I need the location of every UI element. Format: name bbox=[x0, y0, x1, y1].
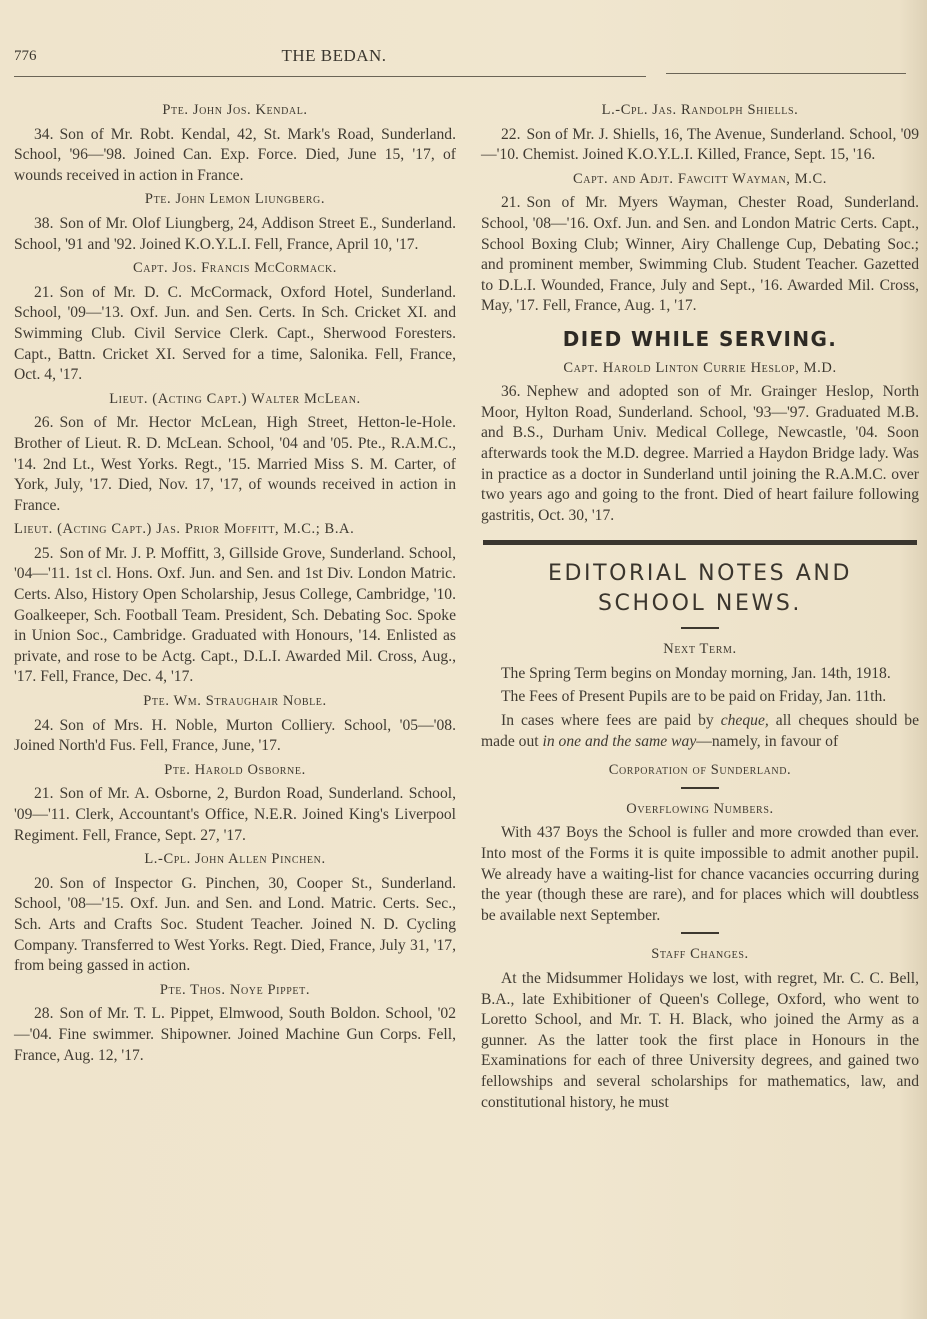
entry-age: 28. bbox=[34, 1005, 54, 1023]
page-header bbox=[14, 40, 906, 70]
obituary-entry bbox=[481, 169, 919, 317]
entry-age: 34. bbox=[34, 125, 54, 143]
entry-name: L.-Cpl. John Allen Pinchen. bbox=[144, 851, 326, 868]
obituary-entry bbox=[14, 691, 456, 757]
entry-text: Son of Mr. Olof Liungberg, 24, Addison Street E., Sunderland. School, '91 and '92. Joined K.O.Y.L.I. Fell, France, April 10, '17. bbox=[14, 214, 456, 253]
page-number: 776 bbox=[14, 48, 37, 64]
entry-text: Nephew and adopted son of Mr. Grainger Heslop, North Moor, Hylton Road, Sunderland. School, '93—'97. Graduated M.B. and B.S., Durham Univ. Medical College, Newcastle, '04. Soon afterwards took the M.D. degree. Married a Haydon Bridge lady. Was in practice as a doctor in Sunderland until joining the R.A.M.C. over two years ago and going to the front. Died of heart failure following gastritis, Oct. 30, '17. bbox=[481, 383, 919, 524]
short-divider bbox=[681, 787, 719, 789]
obituary-entry bbox=[14, 980, 456, 1066]
short-divider bbox=[681, 932, 719, 934]
entry-name: Pte. Wm. Straughair Noble. bbox=[143, 693, 327, 710]
editorial-title-line: EDITORIAL NOTES AND bbox=[547, 561, 853, 587]
entry-name: Pte. John Lemon Liungberg. bbox=[144, 191, 326, 208]
right-column bbox=[481, 98, 919, 1116]
entry-age: 26. bbox=[34, 414, 54, 432]
died-while-serving-section bbox=[481, 326, 919, 526]
entry-name: Lieut. (Acting Capt.) Walter McLean. bbox=[109, 390, 361, 407]
obituary-entry bbox=[14, 849, 456, 977]
obituary-entry bbox=[14, 389, 456, 517]
left-column bbox=[14, 98, 456, 1069]
entry-name: Capt. Jos. Francis McCormack. bbox=[132, 260, 337, 277]
entry-age: 21. bbox=[501, 194, 521, 212]
entry-age: 25. bbox=[34, 544, 54, 562]
entry-name: Capt. Harold Linton Currie Heslop, M.D. bbox=[563, 359, 837, 376]
paragraph: With 437 Boys the School is fuller and more crowded than ever. Into most of the Forms it is quite impossible to admit another pupil. We already have a waiting-list for chance vacancies occurring during the year (though these are rare), and for places which will doubtless be available next September. bbox=[481, 824, 919, 924]
paragraph: The Spring Term begins on Monday morning, Jan. 14th, 1918. bbox=[501, 664, 891, 682]
entry-age: 22. bbox=[501, 125, 521, 143]
entry-age: 21. bbox=[34, 283, 54, 301]
obituary-entry bbox=[14, 189, 456, 255]
entry-text: Son of Mrs. H. Noble, Murton Colliery. School, '05—'08. Joined North'd Fus. Fell, France, June, '17. bbox=[14, 716, 456, 755]
entry-name: Pte. Harold Osborne. bbox=[164, 761, 306, 778]
editorial-title-line: SCHOOL NEWS. bbox=[597, 591, 803, 617]
obituary-entry bbox=[14, 100, 456, 186]
subsection-heading: Overflowing Numbers. bbox=[626, 800, 774, 817]
entry-text: Son of Mr. J. P. Moffitt, 3, Gillside Grove, Sunderland. School, '04—'11. 1st cl. Hons. Oxf. Jun. and Sen. and 1st Div. London Matric. Certs. Also, History Open Scholarship, Jesus College, Cambridge, '10. Goalkeeper, Sch. Football Team. President, Sch. Debating Soc. Spoke in Union Soc., Cambridge. Graduated with Honours, '14. Enlisted as private, and rose to be Actg. Capt., D.L.I. Awarded Mil. Cross, Aug., '17. Fell, France, Dec. 4, '17. bbox=[14, 544, 456, 686]
subsection-heading: Next Term. bbox=[663, 641, 737, 658]
entry-age: 36. bbox=[501, 383, 521, 401]
entry-text: Son of Mr. T. L. Pippet, Elmwood, South Boldon. School, '02—'04. Fine swimmer. Shipowner. Joined Machine Gun Corps. Fell, France, Aug. 12, '17. bbox=[14, 1005, 456, 1064]
entry-age: 24. bbox=[34, 716, 54, 734]
paragraph: The Fees of Present Pupils are to be paid on Friday, Jan. 11th. bbox=[501, 688, 887, 706]
editorial-title bbox=[481, 559, 919, 619]
payee-name: Corporation of Sunderland. bbox=[608, 762, 792, 779]
subsection-heading: Staff Changes. bbox=[651, 946, 749, 963]
entry-age: 20. bbox=[34, 874, 54, 892]
entry-name: Pte. Thos. Noye Pippet. bbox=[159, 981, 311, 998]
obituary-entry bbox=[14, 760, 456, 846]
entry-name: Pte. John Jos. Kendal. bbox=[162, 102, 308, 118]
entry-text: Son of Mr. D. C. McCormack, Oxford Hotel, Sunderland. School, '09—'13. Oxf. Jun. and Sen. Certs. In Sch. Cricket XI. and Swimming Club. Civil Service Clerk. Capt., Sherwood Foresters. Capt., Battn. Cricket XI. Served for a time, Salonika. Fell, France, Oct. 4, '17. bbox=[14, 283, 456, 384]
entry-name: L.-Cpl. Jas. Randolph Shiells. bbox=[601, 102, 799, 118]
entry-age: 38. bbox=[34, 214, 54, 232]
entry-name: Capt. and Adjt. Fawcitt Wayman, M.C. bbox=[573, 170, 827, 187]
entry-text: Son of Mr. Hector McLean, High Street, Hetton-le-Hole. Brother of Lieut. R. D. McLean. School, '04 and '05. Pte., R.A.M.C., '14. 2nd Lt., West Yorks. Regt., '15. Married Miss S. M. Carter, of York, July, '17. Died, Nov. 17, '17, of wounds received in action in France. bbox=[14, 414, 456, 514]
entry-name: Lieut. (Acting Capt.) Jas. Prior Moffitt, M.C.; B.A. bbox=[14, 521, 355, 538]
header-rule bbox=[14, 76, 646, 77]
header-rule bbox=[666, 73, 906, 74]
entry-text: Son of Mr. Myers Wayman, Chester Road, Sunderland. School, '08—'16. Oxf. Jun. and Sen. and London Matric Certs. Capt., School Boxing Club; Winner, Airy Challenge Cup, Debating Soc.; and prominent member, Swimming Club. Student Teacher. Gazetted to D.L.I. Wounded, France, July and Sept., '16. Awarded Mil. Cross, May, '17. Fell, France, Aug. 1, '17. bbox=[481, 194, 919, 315]
section-heading: DIED WHILE SERVING. bbox=[562, 326, 838, 351]
entry-text: Son of Mr. A. Osborne, 2, Burdon Road, Sunderland. School, '09—'11. Clerk, Accountant's Office, N.E.R. Joined King's Liverpool Regiment. Fell, France, Sept. 27, '17. bbox=[14, 785, 456, 844]
obituary-entry bbox=[14, 258, 456, 386]
entry-text: Son of Mr. J. Shiells, 16, The Avenue, Sunderland. School, '09—'10. Chemist. Joined K.O.Y.L.I. Killed, France, Sept. 15, '16. bbox=[481, 125, 919, 164]
entry-age: 21. bbox=[34, 785, 54, 803]
running-title: THE BEDAN. bbox=[281, 46, 387, 65]
entry-text: Son of Inspector G. Pinchen, 30, Cooper St., Sunderland. School, '08—'15. Oxf. Jun. and Sen. and Lond. Matric. Certs. Sec., Sch. Arts and Crafts Soc. Student Teacher. Joined N. D. Cycling Company. Transferred to West Yorks. Regt. Died, France, July 31, '17, from being gassed in action. bbox=[14, 874, 456, 975]
paragraph: At the Midsummer Holidays we lost, with regret, Mr. C. C. Bell, B.A., late Exhibitioner of Queen's College, Oxford, who went to Loretto School, and Mr. T. H. Black, who joined the Army as a gunner. As the latter took the first place in Honours in the Examinations for each of three University degrees, and gained two fellowships and several scholarships for mathematics, law, and constitutional history, he must bbox=[481, 970, 919, 1111]
obituary-entry bbox=[481, 100, 919, 166]
obituary-entry bbox=[14, 519, 456, 688]
short-divider bbox=[681, 627, 719, 629]
entry-text: Son of Mr. Robt. Kendal, 42, St. Mark's Road, Sunderland. School, '96—'98. Joined Can. Exp. Force. Died, June 15, '17, of wounds received in action in France. bbox=[14, 125, 456, 184]
section-divider bbox=[483, 540, 917, 545]
editorial-section bbox=[481, 559, 919, 1113]
paragraph: In cases where fees are paid by cheque, all cheques should be made out in one and the same way—namely, in favour of bbox=[481, 712, 919, 750]
